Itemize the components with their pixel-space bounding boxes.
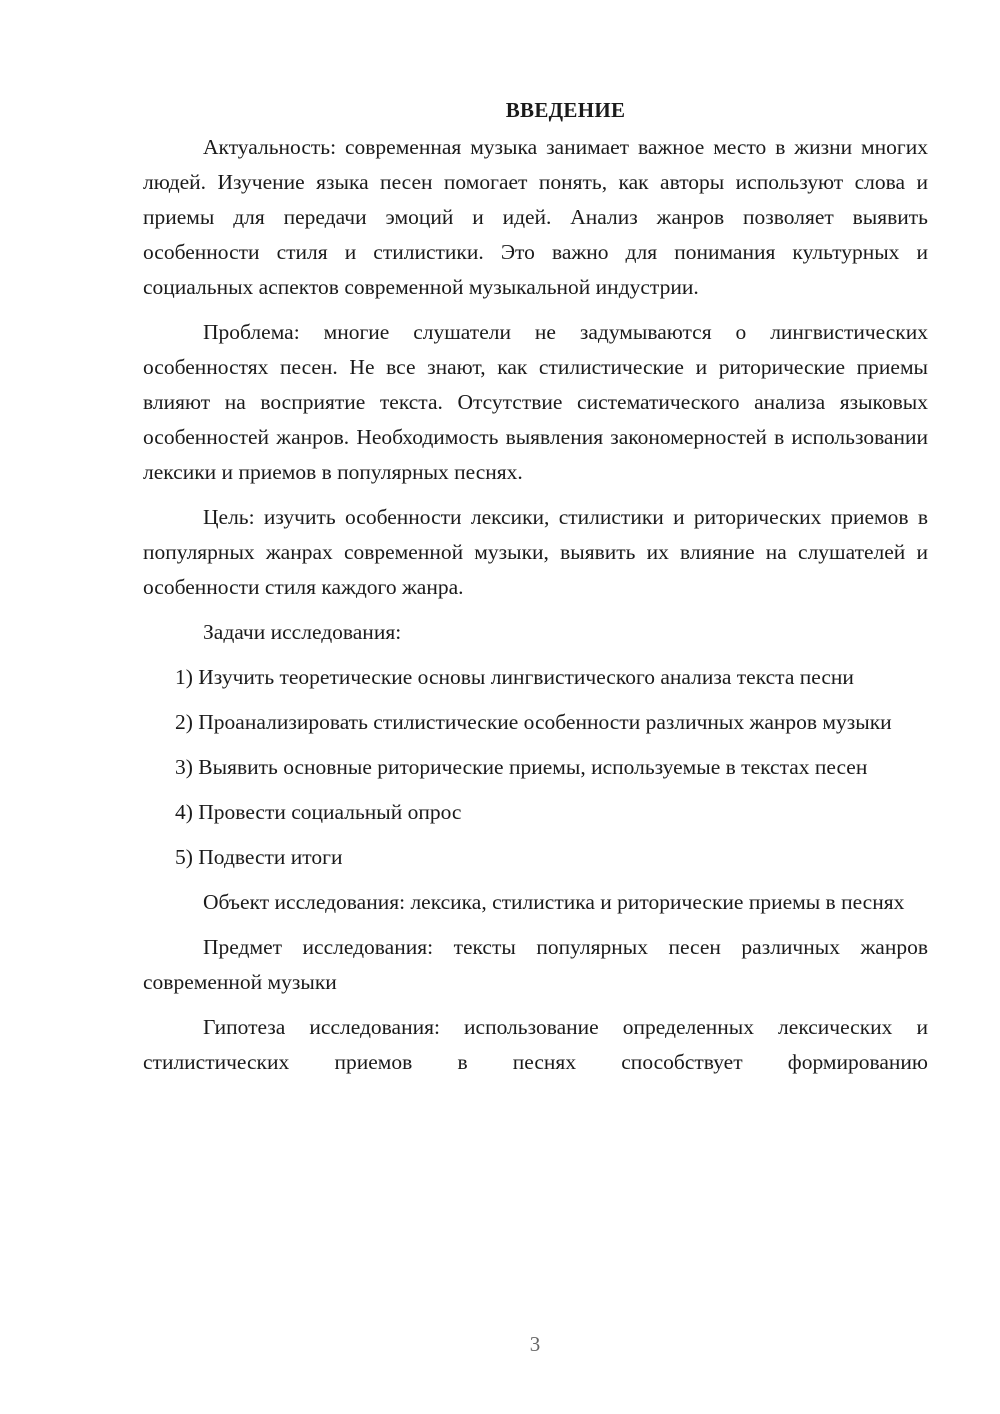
paragraph-tasks-heading: Задачи исследования: <box>203 620 402 644</box>
page-title: ВВЕДЕНИЕ <box>505 98 626 122</box>
task-item-4: 4) Провести социальный опрос <box>175 800 462 824</box>
paragraph-object: Объект исследования: лексика, стилистика и риторические приемы в песнях <box>203 890 905 914</box>
task-item-2: 2) Проанализировать стилистические особенности различных жанров музыки <box>175 710 892 734</box>
page-number: 3 <box>529 1332 541 1356</box>
task-item-1: 1) Изучить теоретические основы лингвистического анализа текста песни <box>175 665 854 689</box>
paragraph-hypothesis: Гипотеза исследования: использование определенных лексических и стилистических приемов в песнях способствует формированию <box>143 1015 928 1074</box>
task-item-5: 5) Подвести итоги <box>175 845 343 869</box>
paragraph-goal: Цель: изучить особенности лексики, стилистики и риторических приемов в популярных жанрах современной музыки, выявить их влияние на слушателей и особенности стиля каждого жанра. <box>143 505 928 599</box>
document-body <box>143 94 928 1090</box>
paragraph-subject: Предмет исследования: тексты популярных песен различных жанров современной музыки <box>143 935 928 994</box>
paragraph-problem: Проблема: многие слушатели не задумываются о лингвистических особенностях песен. Не все знают, как стилистические и риторические приемы влияют на восприятие текста. Отсутствие систематического анализа языковых особенностей жанров. Необходимость выявления закономерностей в использовании лексики и приемов в популярных песнях. <box>143 320 928 484</box>
task-item-3: 3) Выявить основные риторические приемы, используемые в текстах песен <box>175 755 868 779</box>
paragraph-relevance: Актуальность: современная музыка занимает важное место в жизни многих людей. Изучение языка песен помогает понять, как авторы используют слова и приемы для передачи эмоций и идей. Анализ жанров позволяет выявить особенности стиля и стилистики. Это важно для понимания культурных и социальных аспектов современной музыкальной индустрии. <box>143 135 928 299</box>
